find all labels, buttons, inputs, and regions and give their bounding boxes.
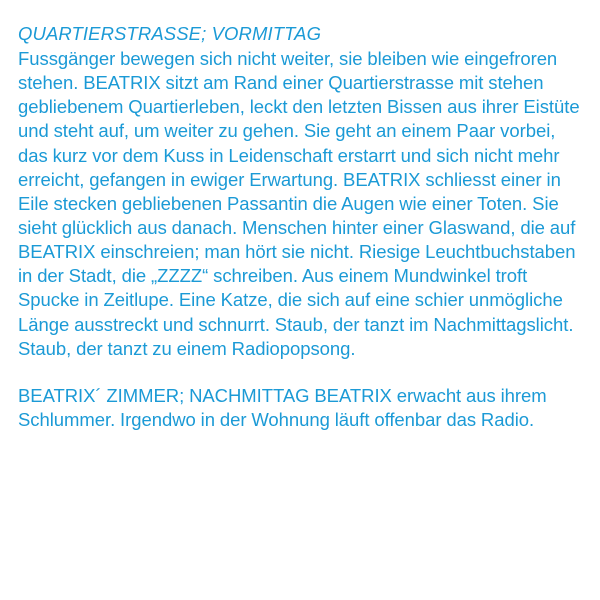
paragraph-spacer [18, 361, 582, 384]
paragraph-2: BEATRIX´ ZIMMER; NACHMITTAG BEATRIX erwacht aus ihrem Schlummer. Irgendwo in der Wohnung läuft offenbar das Radio. [18, 384, 547, 431]
paragraph-1: Fussgänger bewegen sich nicht weiter, sie bleiben wie eingefroren stehen. BEATRIX sitzt am Rand einer Quartierstrasse mit stehen gebliebenem Quartierleben, leckt den letzten Bissen aus ihrer Eistüte und steht auf, um weiter zu gehen. Sie geht an einem Paar vorbei, das kurz vor dem Kuss in Leidenschaft erstarrt und sich nicht mehr erreicht, gefangen in ewiger Erwartung. BEATRIX schliesst einer in Eile stecken gebliebenen Passantin die Augen wie einer Toten. Sie sieht glücklich aus danach. Menschen hinter einer Glaswand, die auf BEATRIX einschreien; man hört sie nicht. Riesige Leuchtbuchstaben in der Stadt, die „ZZZZ“ schreiben. Aus einem Mundwinkel troft Spucke in Zeitlupe. Eine Katze, die sich auf eine schier unmögliche Länge ausstreckt und schnurrt. Staub, der tanzt im Nachmittagslicht. Staub, der tanzt zu einem Radiopopsong. [18, 48, 580, 359]
scene-heading-1: QUARTIERSTRASSE; VORMITTAG [18, 23, 322, 44]
